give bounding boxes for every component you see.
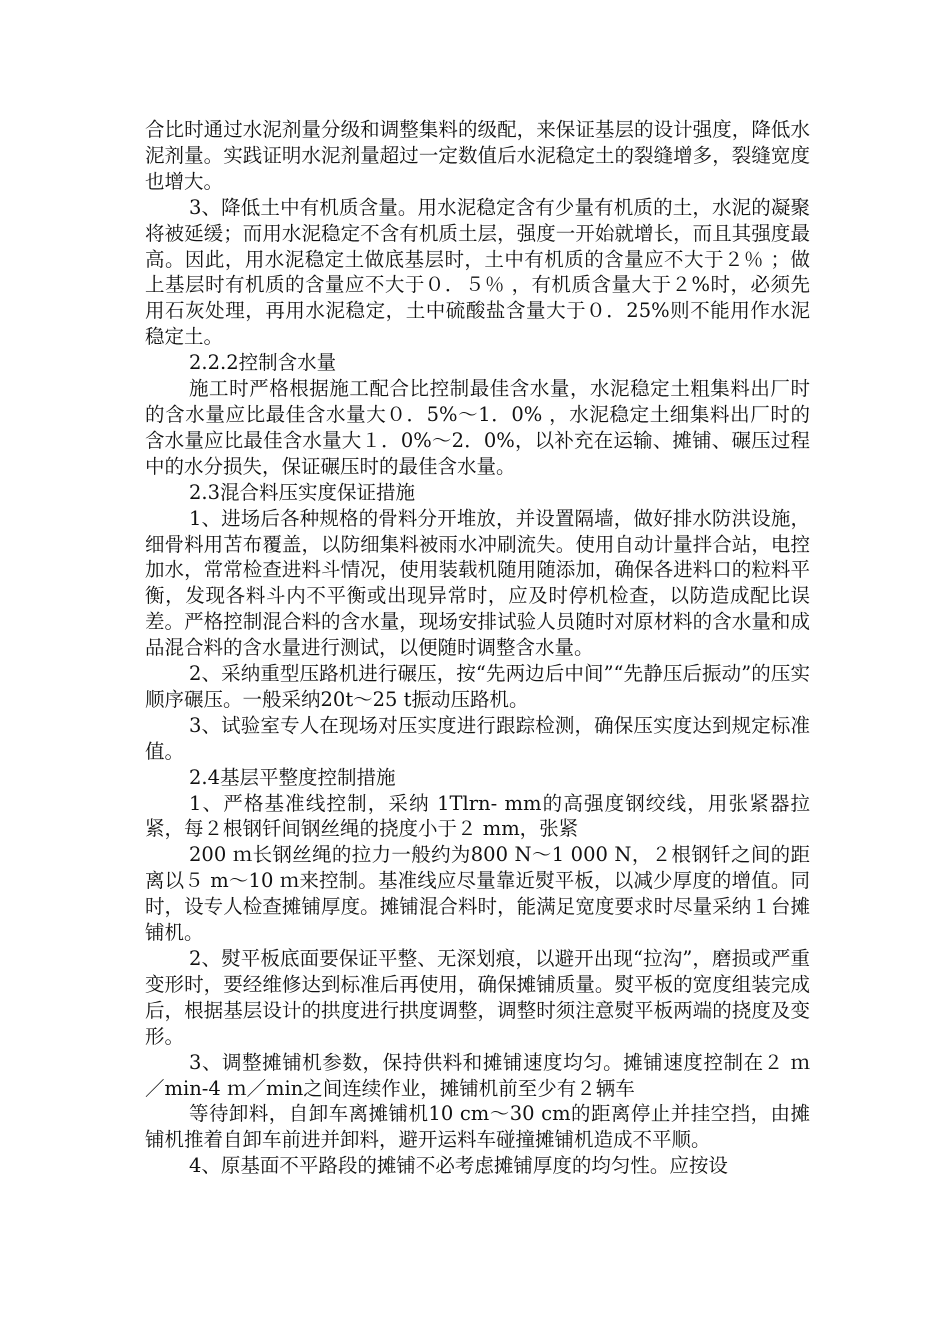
paragraph-rolling: 2、采纳重型压路机进行碾压，按“先两边后中间”“先静压后振动”的压实顺序碾压。一般采纳20t～25 t振动压路机。: [145, 662, 810, 711]
paragraph-paver-speed: 3、调整摊铺机参数，保持供料和摊铺速度均匀。摊铺速度控制在２ ｍ／min-4 ｍ／min之间连续作业，摊铺机前至少有２辆车: [145, 1050, 810, 1100]
paragraph-moisture-control: 施工时严格根据施工配合比控制最佳含水量，水泥稳定土粗集料出厂时的含水量应比最佳含水量大０．5%～1．0% ，水泥稳定土细集料出厂时的含水量应比最佳含水量大１．0%～2．0%，以补充在运输、摊铺、碾压过程中的水分损失，保证碾压时的最佳含水量。: [145, 377, 810, 478]
paragraph-wire-tension: 200 ｍ长钢丝绳的拉力一般约为800 N～1 000 N，２根钢钎之间的距离以５ m～10 ｍ来控制。基准线应尽量靠近熨平板，以减少厚度的增值。同时，设专人检查摊铺厚度。摊铺混合料时，能满足宽度要求时尽量采纳１台摊铺机。: [145, 843, 810, 945]
section-heading-2-4: 2.4基层平整度控制措施: [189, 765, 396, 789]
paragraph-uneven-base: 4、原基面不平路段的摊铺不必考虑摊铺厚度的均匀性。应按设: [189, 1154, 728, 1178]
paragraph-organic-content: 3、降低土中有机质含量。用水泥稳定含有少量有机质的土，水泥的凝聚将被延缓；而用水泥稳定不含有机质土层，强度一开始就增长，而且其强度最高。因此，用水泥稳定土做底基层时，土中有机质的含量应不大于２％ ；做上基层时有机质的含量应不大于０．５％ ，有机质含量大于２%时，必须先用石灰处理，再用水泥稳定，土中硫酸盐含量大于０．25%则不能用作水泥稳定土。: [145, 195, 810, 349]
paragraph-dump-truck: 等待卸料，自卸车离摊铺机10 cm～30 cm的距离停止并挂空挡，由摊铺机推着自卸车前进并卸料，避开运料车碰撞摊铺机造成不平顺。: [145, 1102, 810, 1152]
paragraph-aggregate-storage: 1、进场后各种规格的骨料分开堆放，并设置隔墙，做好排水防洪设施，细骨料用苫布覆盖，以防细集料被雨水冲刷流失。使用自动计量拌合站，电控加水，常常检查进料斗情况，使用装载机随用随添加，确保各进料口的粒料平衡，发现各料斗内不平衡或出现异常时，应及时停机检查，以防造成配比误差。严格控制混合料的含水量，现场安排试验人员随时对原材料的含水量和成品混合料的含水量进行测试，以便随时调整含水量。: [145, 506, 810, 660]
section-heading-2-2-2: 2.2.2控制含水量: [189, 351, 337, 375]
paragraph-screed: 2、熨平板底面要保证平整、无深划痕，以避开出现“拉沟”，磨损或严重变形时，要经维修达到标准后再使用，确保摊铺质量。熨平板的宽度组装完成后，根据基层设计的拱度进行拱度调整，调整时须注意熨平板两端的挠度及变形。: [145, 947, 810, 1048]
paragraph-compaction-testing: 3、试验室专人在现场对压实度进行跟踪检测，确保压实度达到规定标准值。: [145, 713, 810, 763]
paragraph-reference-line: 1、严格基准线控制，采纳 1Tlrn- mm的高强度钢绞线，用张紧器拉紧，每２根钢钎间钢丝绳的挠度小于２ mm，张紧: [145, 791, 810, 841]
section-heading-2-3: 2.3混合料压实度保证措施: [189, 480, 416, 504]
paragraph-cement-dosage: 合比时通过水泥剂量分级和调整集料的级配，来保证基层的设计强度，降低水泥剂量。实践证明水泥剂量超过一定数值后水泥稳定土的裂缝增多，裂缝宽度也增大。: [145, 118, 810, 193]
document-body: [145, 117, 810, 1179]
